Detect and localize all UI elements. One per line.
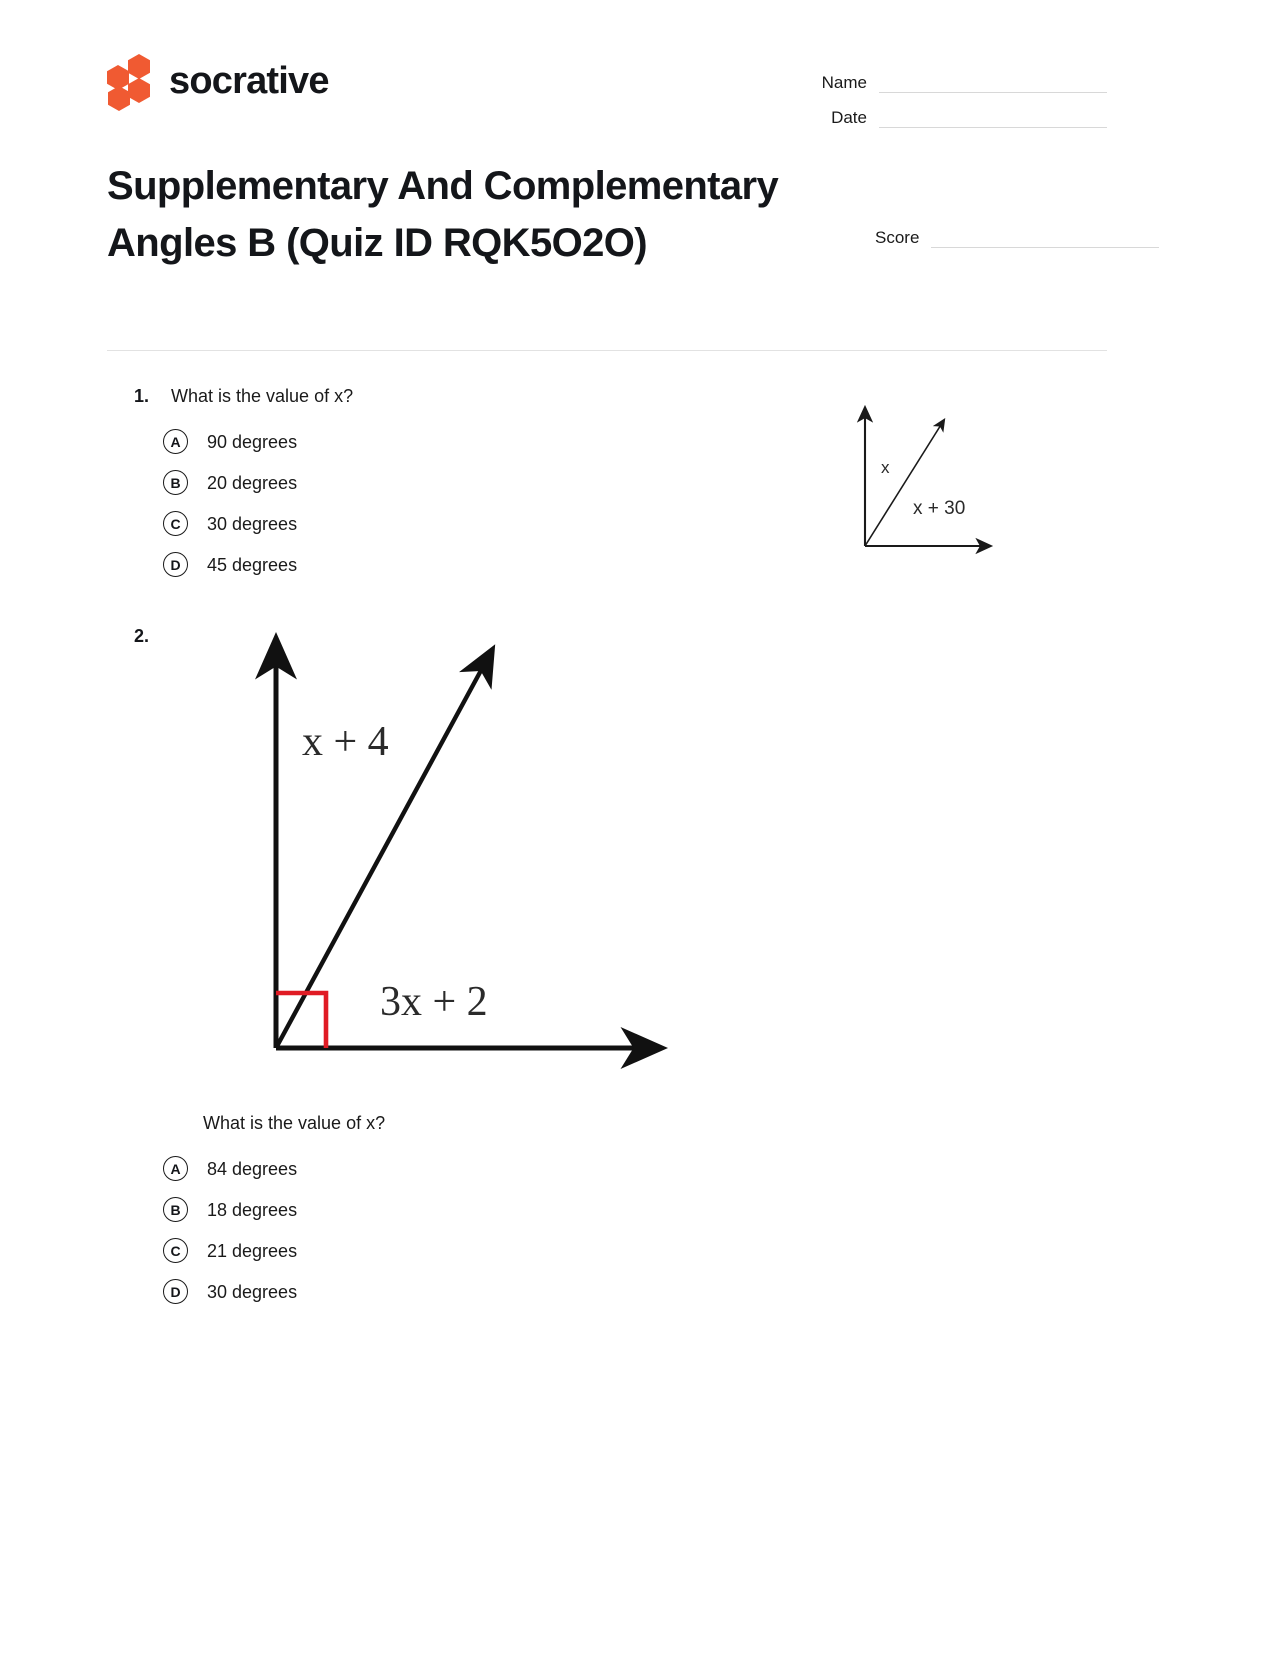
date-field-row [777,106,1107,128]
question-2-body [107,1110,1117,1312]
angle-diagram-svg [845,398,1025,563]
figure-1-label-x: x [881,458,890,477]
option-label-b: 20 degrees [207,472,298,493]
option-bubble-a[interactable]: A [163,1156,188,1181]
question-1-number: 1. [133,386,149,406]
option-label-a: 90 degrees [207,431,298,452]
question-2-option-b[interactable] [107,1189,1117,1230]
name-label: Name [821,73,867,92]
score-field-row [875,228,1205,248]
page-title: Supplementary And Complementary Angles B (Quiz ID RQK5O2O) [107,164,779,265]
option-label-c: 30 degrees [207,513,298,534]
option-bubble-b[interactable]: B [163,470,188,495]
question-2-angle-diagram [248,628,688,1073]
option-bubble-c[interactable]: C [163,511,188,536]
option-bubble-a[interactable]: A [163,429,188,454]
diagonal-ray [865,420,944,546]
figure-2-label-3x-plus-2: 3x + 2 [380,979,488,1025]
brand-name: socrative [169,59,329,102]
option-label-c: 21 degrees [207,1240,298,1261]
question-2-options [107,1148,1117,1312]
option-label-b: 18 degrees [207,1199,298,1220]
question-2-prompt: What is the value of x? [203,1113,386,1133]
question-2-option-a[interactable] [107,1148,1117,1189]
option-bubble-b[interactable]: B [163,1197,188,1222]
hexagon-icon [107,65,129,90]
name-input-line[interactable] [879,74,1107,93]
option-bubble-c[interactable]: C [163,1238,188,1263]
score-input-line[interactable] [931,229,1159,248]
question-2-number: 2. [133,626,149,646]
header-divider [107,350,1107,351]
option-bubble-d[interactable]: D [163,1279,188,1304]
hexagon-icon [128,78,150,103]
socrative-logo [107,55,329,107]
question-1-angle-diagram [845,398,1025,563]
question-2-option-d[interactable] [107,1271,1117,1312]
date-label: Date [831,108,867,127]
option-label-d: 45 degrees [207,554,298,575]
option-label-d: 30 degrees [207,1281,298,1302]
page-header [107,55,1107,125]
hexagon-icon [108,86,130,111]
question-1-prompt: What is the value of x? [171,386,354,406]
student-meta-fields [777,71,1107,141]
socrative-hexagons-icon [107,55,155,107]
name-field-row [777,71,1107,93]
figure-2-label-x-plus-4: x + 4 [302,719,389,765]
title-block [107,158,837,272]
question-2-option-c[interactable] [107,1230,1117,1271]
figure-1-label-x-plus-30: x + 30 [913,498,966,519]
option-bubble-d[interactable]: D [163,552,188,577]
score-label: Score [875,228,920,247]
option-label-a: 84 degrees [207,1158,298,1179]
date-input-line[interactable] [879,109,1107,128]
hexagon-icon [128,54,150,79]
